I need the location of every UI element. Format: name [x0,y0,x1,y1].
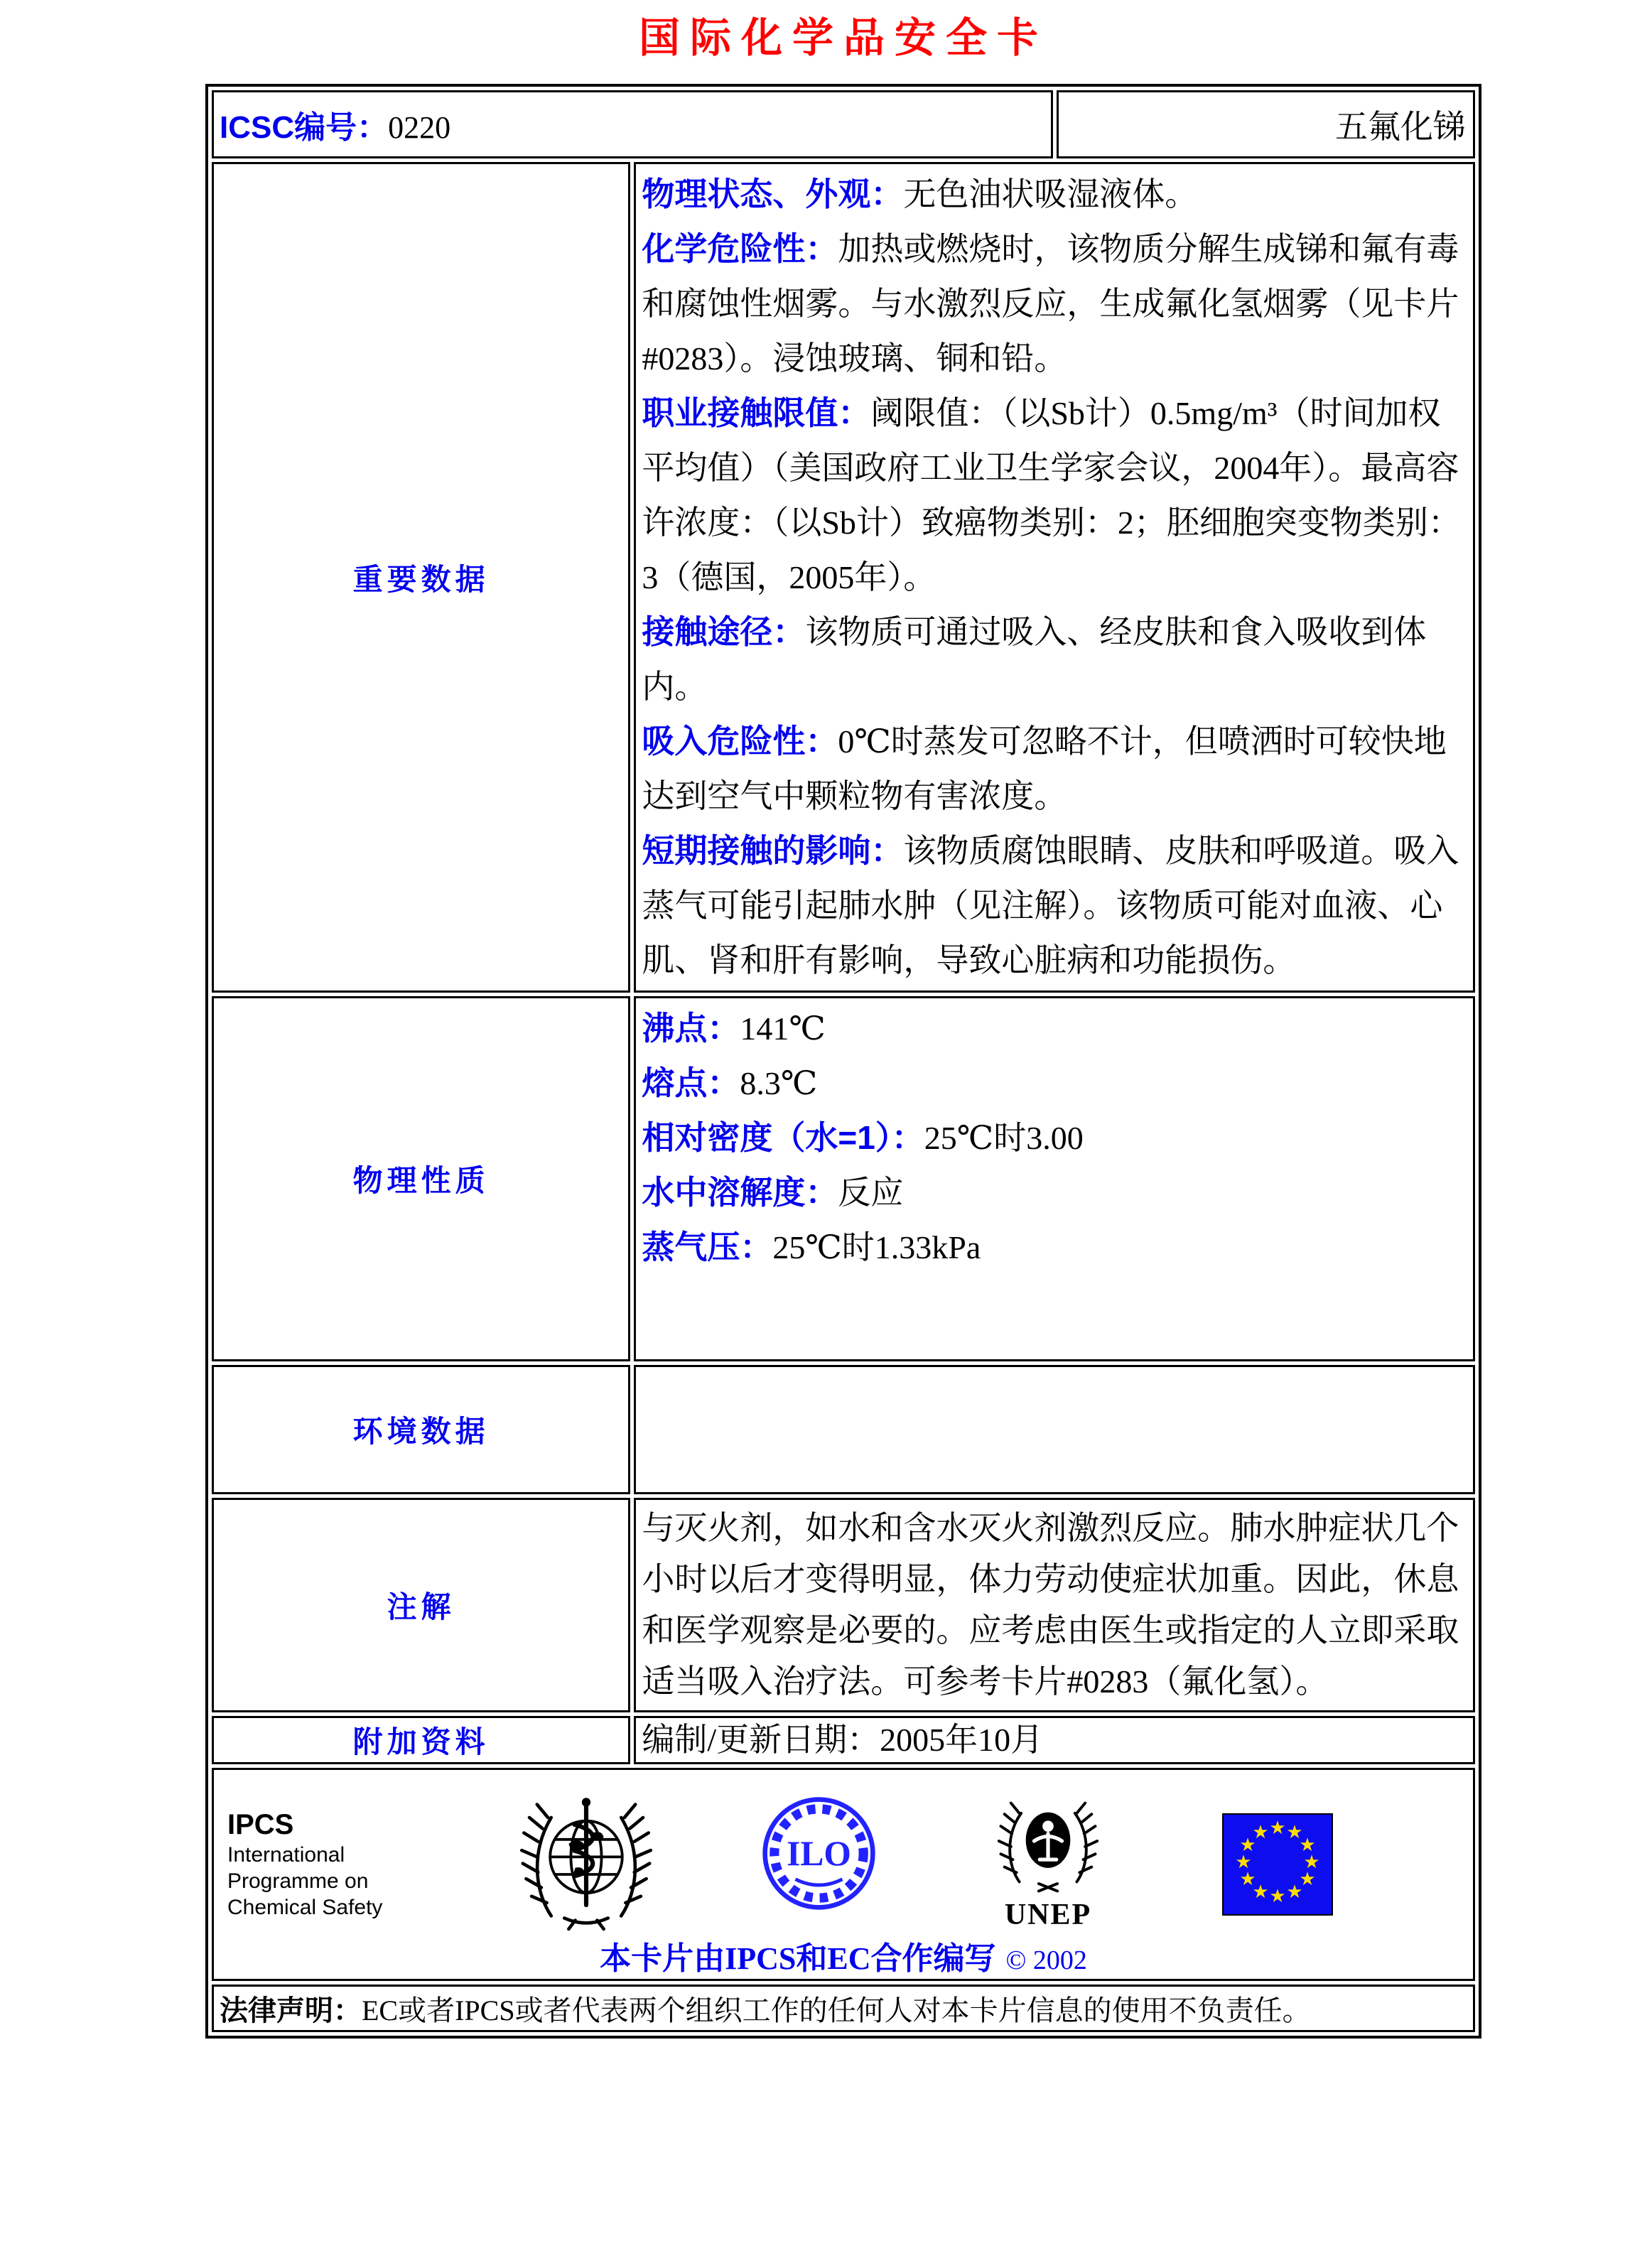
field-text: 141℃ [740,1010,826,1047]
paragraph-physical-state [642,167,1466,222]
eu-star-icon: ★ [1252,1881,1269,1903]
field-text: 8.3℃ [740,1065,818,1101]
field-label: 熔点： [642,1064,740,1101]
ipcs-line: Programme on [227,1869,369,1893]
notes-content: 与灭火剂，如水和含水灭火剂激烈反应。肺水肿症状几个小时以后才变得明显，体力劳动使症状加重。因此，休息和医学观察是必要的。应考虑由医生或指定的人立即采取适当吸入治疗法。可参考卡片#0283（氟化氢）。 [634,1498,1475,1712]
field-text: 该物质腐蚀眼睛、皮肤和呼吸道。吸入蒸气可能引起肺水肿（见注解）。该物质可能对血液、心肌、肾和肝有影响，导致心脏病和功能损伤。 [642,833,1459,978]
field-label: 化学危险性： [642,230,838,267]
field-label: 接触途径： [642,613,806,650]
paragraph-chemical-hazard [642,222,1466,386]
field-text: 25℃时1.33kPa [772,1229,981,1265]
eu-star-icon: ★ [1235,1852,1252,1873]
eu-flag-icon [1222,1813,1333,1916]
eu-star-icon: ★ [1286,1881,1303,1903]
important-data-content [634,162,1475,993]
property-water-solubility [642,1165,1466,1220]
environmental-data-row [212,1365,1475,1494]
legal-cell [212,1985,1475,2032]
icsc-number-value: 0220 [388,110,451,145]
additional-info-row-label: 附加资料 [212,1716,630,1764]
paragraph-exposure-limits [642,386,1466,605]
eu-star-icon: ★ [1252,1822,1269,1843]
eu-star-icon: ★ [1269,1886,1286,1907]
ipcs-text-block [227,1789,441,1921]
unep-block [991,1789,1105,1931]
copyright-text: © 2002 [1005,1945,1087,1975]
logos-cell [212,1768,1475,1981]
field-text: 反应 [838,1175,904,1211]
eu-star-icon: ★ [1299,1869,1316,1890]
chemical-name-cell [1057,90,1475,158]
field-label: 沸点： [642,1010,740,1047]
card-header-row [212,90,1475,158]
field-label: 短期接触的影响： [642,832,904,869]
eu-star-icon: ★ [1239,1869,1256,1890]
ilo-letters: ILO [787,1834,851,1873]
ipcs-acronym: IPCS [227,1809,294,1840]
eu-star-icon: ★ [1303,1852,1320,1873]
field-text: 无色油状吸湿液体。 [903,176,1198,212]
additional-info-row [212,1716,1475,1764]
unep-emblem-icon [991,1789,1105,1896]
unep-wordmark: UNEP [1004,1899,1092,1931]
field-label: 物理状态、外观： [642,176,904,212]
eu-star-icon: ★ [1269,1818,1286,1839]
field-label: 水中溶解度： [642,1174,838,1211]
chemical-name: 五氟化锑 [1335,109,1466,145]
field-label: 吸入危险性： [642,723,838,760]
cooperation-caption [215,1933,1472,1978]
page-title: 国际化学品安全卡 [638,15,1048,61]
legal-text: EC或者IPCS或者代表两个组织工作的任何人对本卡片信息的使用不负责任。 [362,1994,1311,2026]
eu-star-icon: ★ [1239,1835,1256,1856]
ipcs-line: Chemical Safety [227,1896,383,1919]
field-text: 0℃时蒸发可忽略不计，但喷洒时可较快地达到空气中颗粒物有害浓度。 [642,723,1447,814]
physical-properties-content [634,996,1475,1361]
icsc-card-table [205,84,1481,2039]
legal-label: 法律声明： [220,1995,362,2026]
property-relative-density [642,1111,1466,1165]
environmental-data-content [634,1365,1475,1494]
eu-star-icon: ★ [1286,1822,1303,1843]
icsc-number-cell [212,90,1053,158]
icsc-number-label: ICSC编号： [220,110,389,145]
legal-row [212,1985,1475,2032]
notes-row [212,1498,1475,1712]
field-text: 该物质可通过吸入、经皮肤和食入吸收到体内。 [642,614,1427,705]
field-label: 蒸气压： [642,1229,773,1265]
who-emblem-icon [519,1789,654,1931]
logos-row [212,1768,1475,1981]
field-text: 25℃时3.00 [924,1120,1084,1156]
eu-star-icon: ★ [1299,1835,1316,1856]
field-text: 加热或燃烧时，该物质分解生成锑和氟有毒和腐蚀性烟雾。与水激烈反应，生成氟化氢烟雾（见卡片#0283）。浸蚀玻璃、铜和铅。 [642,231,1459,377]
ipcs-line: International [227,1843,345,1867]
environmental-data-row-label: 环境数据 [212,1365,630,1494]
physical-properties-row-label: 物理性质 [212,996,630,1361]
field-label: 相对密度（水=1）： [642,1119,924,1156]
field-text: 阈限值：（以Sb计）0.5mg/m³（时间加权平均值）（美国政府工业卫生学家会议，2004年）。最高容许浓度：（以Sb计）致癌物类别：2；胚细胞突变物类别：3（德国，2005年）。 [642,395,1461,595]
paragraph-short-term-effects [642,824,1466,988]
important-data-row-label: 重要数据 [212,162,630,993]
logo-strip [215,1771,1472,1931]
paragraph-exposure-routes [642,605,1466,714]
paragraph-inhalation-risk [642,714,1466,824]
property-vapor-pressure [642,1220,1466,1275]
caption-text: 本卡片由IPCS和EC合作编写 [600,1941,996,1976]
ilo-emblem-icon [760,1795,878,1912]
field-label: 职业接触限值： [642,394,871,431]
physical-properties-row [212,996,1475,1361]
property-melting-point [642,1056,1466,1111]
notes-row-label: 注解 [212,1498,630,1712]
additional-info-content: 编制/更新日期：2005年10月 [634,1716,1475,1764]
important-data-row [212,162,1475,993]
property-boiling-point [642,1001,1466,1056]
